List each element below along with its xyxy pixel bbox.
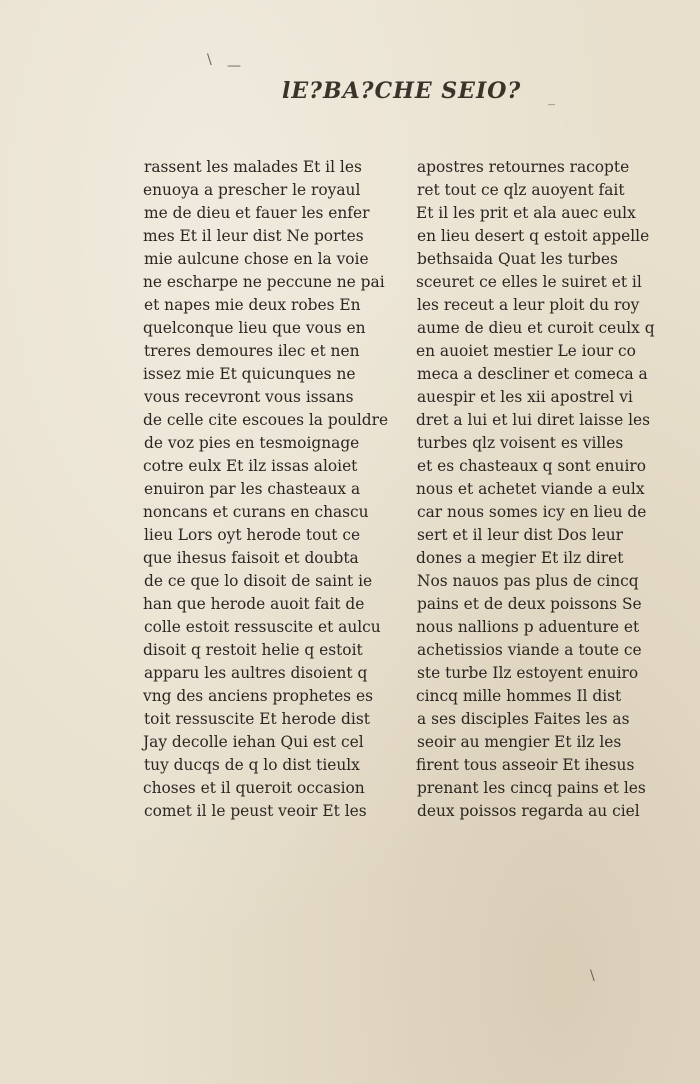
text-line: et es chasteaux q sont enuiro (417, 457, 647, 475)
text-line: apostres retournes racopte (417, 158, 630, 176)
text-line: ret tout ce qlz auoyent fait (417, 181, 625, 199)
text-line: Nos nauos pas plus de cincq (417, 572, 639, 590)
text-line: choses et il queroit occasion (143, 779, 365, 797)
text-line: quelconque lieu que vous en (143, 319, 366, 337)
text-line: ste turbe Ilz estoyent enuiro (417, 664, 639, 682)
text-line: sert et il leur dist Dos leur (417, 526, 624, 544)
text-line: auespir et les xii apostrel vi (417, 388, 633, 406)
text-line: aume de dieu et curoit ceulx q (417, 319, 655, 337)
text-line: cotre eulx Et ilz issas aloiet (143, 457, 358, 475)
text-line: nous nallions p aduenture et (416, 618, 640, 636)
text-line: dret a lui et lui diret laisse les (416, 411, 651, 429)
text-line: vng des anciens prophetes es (143, 687, 373, 705)
text-line: seoir au mengier Et ilz les (417, 733, 622, 751)
text-line: dones a megier Et ilz diret (416, 549, 624, 567)
text-line: achetissios viande a toute ce (417, 641, 642, 659)
text-line: de voz pies en tesmoignage (144, 434, 360, 452)
text-line: nous et achetet viande a eulx (416, 480, 645, 498)
text-line: rassent les malades Et il les (144, 158, 362, 176)
text-line: cincq mille hommes Il dist (416, 687, 622, 705)
text-line: apparu les aultres disoient q (144, 664, 368, 682)
ink-speck: \ (207, 52, 212, 68)
text-line: enuoya a prescher le royaul (143, 181, 361, 199)
text-line: de ce que lo disoit de saint ie (144, 572, 373, 590)
text-line: tuy ducqs de q lo dist tieulx (144, 756, 360, 774)
text-line: mie aulcune chose en la voie (144, 250, 369, 268)
ink-speck: — (227, 58, 241, 74)
text-line: en lieu desert q estoit appelle (417, 227, 650, 245)
text-line: pains et de deux poissons Se (417, 595, 642, 613)
text-line: mes Et il leur dist Ne portes (143, 227, 364, 245)
text-line: prenant les cincq pains et les (417, 779, 646, 797)
text-line: les receut a leur ploit du roy (417, 296, 640, 314)
text-line: en auoiet mestier Le iour co (416, 342, 636, 360)
right-text-column (417, 156, 679, 823)
running-head: lE?BA?CHE SEIO? (282, 78, 522, 104)
text-line: sceuret ce elles le suiret et il (416, 273, 642, 291)
text-line: ne escharpe ne peccune ne pai (143, 273, 385, 291)
text-line: de celle cite escoues la pouldre (143, 411, 389, 429)
text-line: vous recevront vous issans (144, 388, 354, 406)
text-line: et napes mie deux robes En (144, 296, 361, 314)
ink-speck: \ (590, 968, 595, 984)
text-line: toit ressuscite Et herode dist (144, 710, 370, 728)
text-line: treres demoures ilec et nen (144, 342, 360, 360)
text-line: enuiron par les chasteaux a (144, 480, 361, 498)
left-text-column (143, 156, 403, 823)
text-line: comet il le peust veoir Et les (144, 802, 367, 820)
ink-speck: _ (548, 90, 555, 106)
text-line: me de dieu et fauer les enfer (144, 204, 370, 222)
text-line: a ses disciples Faites les as (417, 710, 630, 728)
text-line: disoit q restoit helie q estoit (143, 641, 363, 659)
text-line: turbes qlz voisent es villes (417, 434, 624, 452)
text-line: car nous somes icy en lieu de (417, 503, 647, 521)
text-line: noncans et curans en chascu (143, 503, 369, 521)
text-line: que ihesus faisoit et doubta (143, 549, 359, 567)
text-line: firent tous asseoir Et ihesus (416, 756, 635, 774)
text-line: deux poissos regarda au ciel (417, 802, 640, 820)
text-line: Jay decolle iehan Qui est cel (143, 733, 364, 751)
text-line: bethsaida Quat les turbes (417, 250, 618, 268)
text-line: lieu Lors oyt herode tout ce (144, 526, 361, 544)
text-line: han que herode auoit fait de (143, 595, 365, 613)
text-line: meca a descliner et comeca a (417, 365, 648, 383)
text-line: Et il les prit et ala auec eulx (416, 204, 636, 222)
text-line: colle estoit ressuscite et aulcu (144, 618, 381, 636)
text-line: issez mie Et quicunques ne (143, 365, 356, 383)
